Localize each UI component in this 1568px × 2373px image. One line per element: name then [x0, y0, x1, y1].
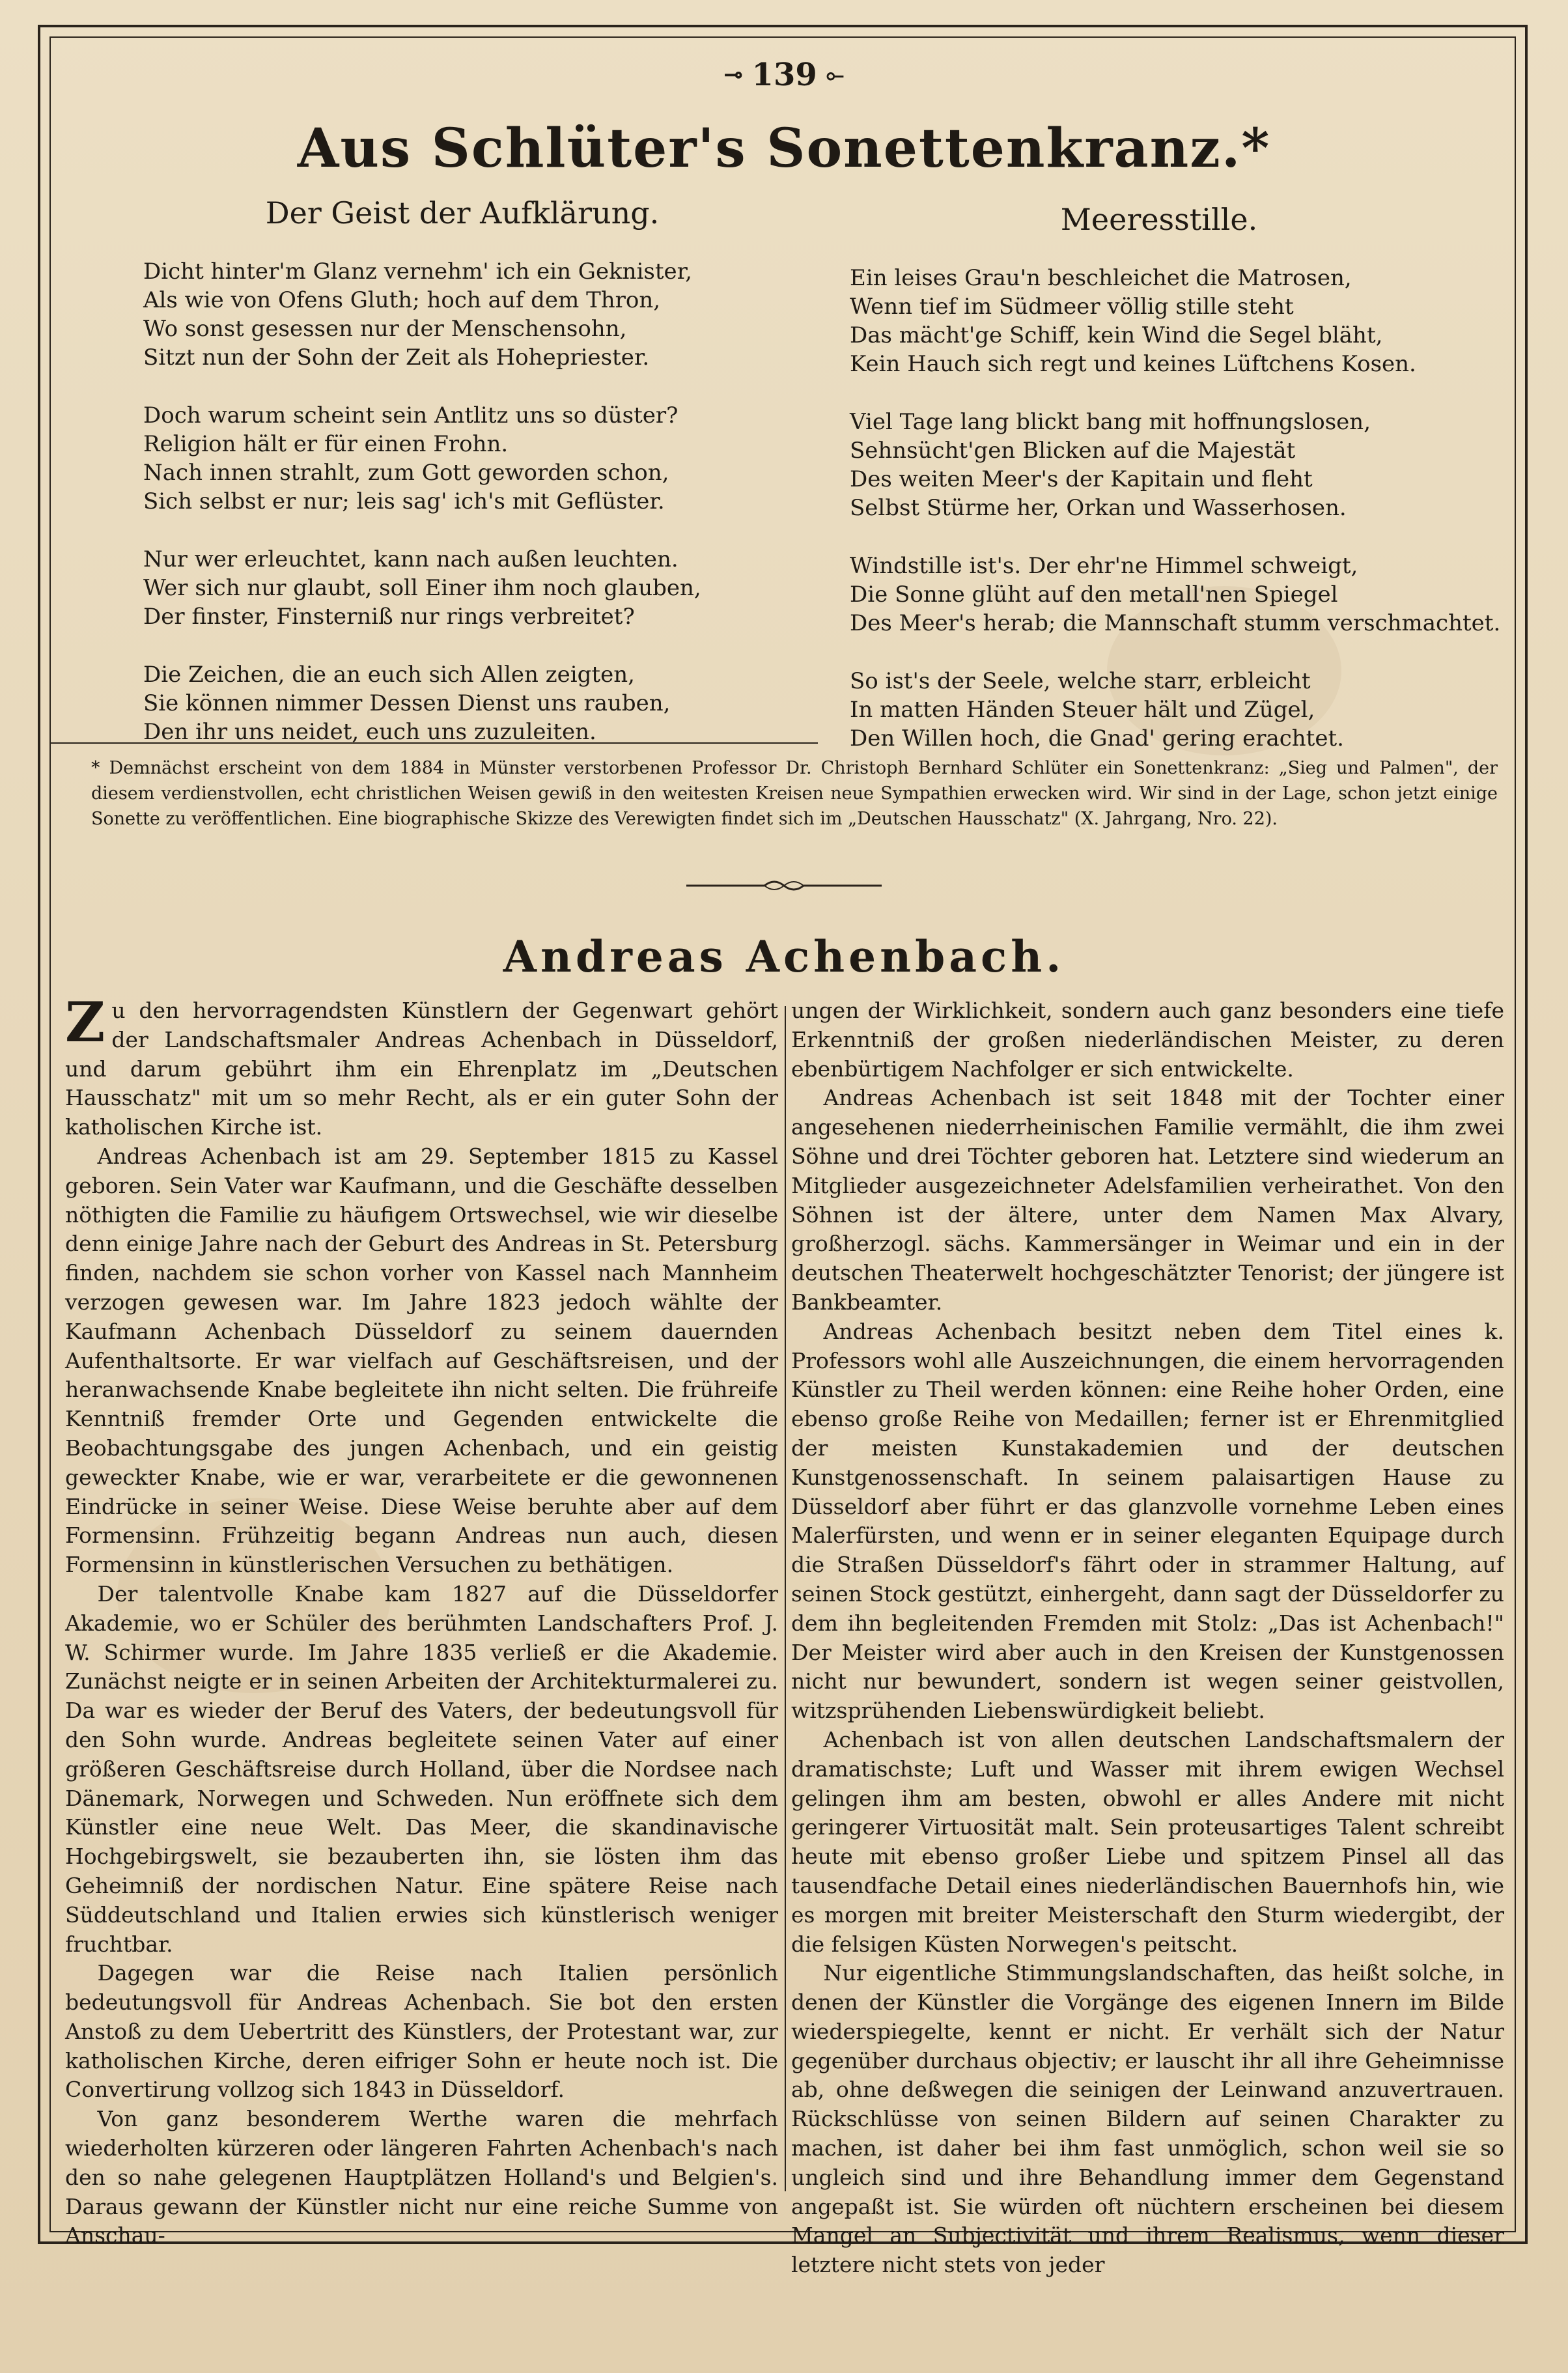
poem-left — [143, 257, 794, 776]
paragraph-text: u den hervorragendsten Künstlern der Gegenwart gehört der Landschaftsmaler Andreas Achenbach in Düsseldorf, und darum gebührt ihm ein Ehrenplatz im „Deutschen Hausschatz" mit um so mehr Recht, als er ein guter Sohn der katholischen Kirche ist. — [65, 998, 778, 1140]
poem-line: Als wie von Ofens Gluth; hoch auf dem Thron, — [143, 287, 661, 313]
poem-title-right: Meeresstille. — [1060, 202, 1258, 237]
poem-line: Dicht hinter'm Glanz vernehm' ich ein Geknister, — [143, 259, 692, 285]
poem-line: Viel Tage lang blickt bang mit hoffnungslosen, — [850, 409, 1371, 435]
paragraph: Andreas Achenbach besitzt neben dem Titel eines k. Professors wohl alle Auszeichnungen, die einem hervorragenden Künstler zu Theil werden können: eine Reihe hoher Orden, eine ebenso große Reihe von Medaillen; ferner ist er Ehrenmitglied der meisten Kunstakademien und der deutschen Kunstgenossenschaft. In seinem palaisartigen Hause zu Düsseldorf aber führt er das glanzvolle vornehme Leben eines Malerfürsten, und wenn er in seiner eleganten Equipage durch die Straßen Düsseldorf's fährt oder in strammer Haltung, auf seinen Stock gestützt, einhergeht, dann sagt der Düsseldorfer zu dem ihn begleitenden Fremden mit Stolz: „Das ist Achenbach!" Der Meister wird aber auch in den Kreisen der Kunstgenossen nicht nur bewundert, sondern ist wegen seiner geistvollen, witzsprühenden Liebenswürdigkeit beliebt. — [791, 1318, 1504, 1724]
article-title: Andreas Achenbach. — [503, 931, 1065, 982]
poem-line: Sie können nimmer Dessen Dienst uns rauben, — [143, 690, 671, 716]
poem-line: Doch warum scheint sein Antlitz uns so düster? — [143, 402, 679, 428]
stanza — [143, 257, 794, 372]
footnote-rule — [49, 742, 818, 744]
poem-line: Den Willen hoch, die Gnad' gering erachtet. — [850, 725, 1344, 751]
paragraph — [65, 990, 778, 1142]
stanza — [143, 660, 794, 746]
ornament-left-icon: ⊸ — [724, 62, 743, 88]
stanza — [850, 667, 1501, 753]
paragraph: Nur eigentliche Stimmungslandschaften, das heißt solche, in denen der Künstler die Vorgänge des eigenen Innern im Bilde wiederspiegelte, kennt er nicht. Er verhält sich der Natur gegenüber durchaus objectiv; er lauscht ihr all ihre Geheimnisse ab, ohne deßwegen die seinigen der Leinwand anzuvertrauen. Rückschlüsse von seinen Bildern auf seinen Charakter zu machen, ist daher bei ihm fast unmöglich, schon weil sie so ungleich sind und ihre Behandlung immer dem Gegenstand angepaßt ist. Sie würden oft nüchtern erscheinen bei diesem Mangel an Subjectivität und ihrem Realismus, wenn dieser letztere nicht stets von jeder — [791, 1960, 1504, 2278]
poem-line: Sehnsücht'gen Blicken auf die Majestät — [850, 438, 1296, 464]
poem-line: Sitzt nun der Sohn der Zeit als Hohepriester. — [143, 344, 650, 371]
poem-line: Kein Hauch sich regt und keines Lüftchens Kosen. — [850, 351, 1416, 377]
poem-line: Religion hält er für einen Frohn. — [143, 431, 509, 457]
paragraph: Andreas Achenbach ist seit 1848 mit der Tochter einer angesehenen niederrheinischen Familie vermählt, die ihm zwei Söhne und drei Töchter geboren hat. Letztere sind wiederum an Mitglieder ausgezeichneter Adelsfamilien verheirathet. Von den Söhnen ist der ältere, unter dem Namen Max Alvary, großherzogl. sächs. Kammersänger in Weimar und ein in der deutschen Theaterwelt hochgeschätzter Tenorist; der jüngere ist Bankbeamter. — [791, 1085, 1504, 1315]
poem-line: Wo sonst gesessen nur der Menschensohn, — [143, 316, 627, 342]
poem-title-left: Der Geist der Aufklärung. — [265, 195, 660, 231]
page-number-text: 139 — [751, 57, 817, 93]
poem-line: Ein leises Grau'n beschleichet die Matrosen, — [850, 265, 1352, 291]
stanza — [850, 552, 1501, 638]
paragraph: Der talentvolle Knabe kam 1827 auf die Düsseldorfer Akademie, wo er Schüler des berühmten Landschafters Prof. J. W. Schirmer wurde. Im Jahre 1835 verließ er die Akademie. Zunächst neigte er in seinen Arbeiten der Architekturmalerei zu. Da war es wieder der Beruf des Vaters, der bedeutungsvoll für den Sohn wurde. Andreas begleitete seinen Vater auf einer größeren Geschäftsreise durch Holland, über die Nordsee nach Dänemark, Norwegen und Schweden. Nun eröffnete sich dem Künstler eine neue Welt. Das Meer, die skandinavische Hochgebirgswelt, sie bezauberten ihn, sie lösten ihm das Geheimniß der nordischen Natur. Eine spätere Reise nach Süddeutschland und Italien erwies sich künstlerisch weniger fruchtbar. — [65, 1580, 778, 1957]
paragraph: Achenbach ist von allen deutschen Landschaftsmalern der dramatischste; Luft und Wasser mit ihrem ewigen Wechsel gelingen ihm am besten, obwohl er alles Andere mit nicht geringerer Virtuosität malt. Sein proteusartiges Talent schreibt heute mit ebenso großer Liebe und spitzem Pinsel all das tausendfache Detail eines niederländischen Bauernhofs hin, wie es morgen mit breiter Meisterschaft den Sturm wiedergibt, der die felsigen Küsten Norwegen's peitscht. — [791, 1726, 1504, 1957]
poem-line: Sich selbst er nur; leis sag' ich's mit Geflüster. — [143, 488, 665, 514]
article-column-right — [791, 996, 1504, 2278]
paragraph: Von ganz besonderem Werthe waren die mehrfach wiederholten kürzeren oder längeren Fahrten Achenbach's nach den so nahe gelegenen Hauptplätzen Holland's und Belgien's. Daraus gewann der Künstler nicht nur eine reiche Summe von Anschau- — [65, 2106, 778, 2249]
poem-line: Selbst Stürme her, Orkan und Wasserhosen. — [850, 495, 1347, 521]
main-title: Aus Schlüter's Sonettenkranz.* — [297, 117, 1271, 180]
section-divider — [651, 873, 917, 899]
poem-line: Des Meer's herab; die Mannschaft stumm verschmachtet. — [850, 610, 1501, 636]
ornament-right-icon: ⟜ — [826, 62, 844, 88]
poem-line: Nur wer erleuchtet, kann nach außen leuchten. — [143, 546, 679, 572]
stanza — [850, 264, 1501, 378]
page-number — [710, 52, 858, 98]
poem-line: Nach innen strahlt, zum Gott geworden schon, — [143, 460, 669, 486]
poem-line: So ist's der Seele, welche starr, erbleicht — [850, 668, 1311, 694]
column-rule — [785, 1006, 786, 2191]
poem-line: Die Sonne glüht auf den metall'nen Spiegel — [850, 582, 1338, 608]
stanza — [143, 545, 794, 631]
poem-line: Der finster, Finsterniß nur rings verbreitet? — [143, 604, 635, 630]
flourish-divider-icon — [686, 876, 882, 895]
article-column-left — [65, 990, 778, 2249]
paragraph: Dagegen war die Reise nach Italien persönlich bedeutungsvoll für Andreas Achenbach. Sie bot den ersten Anstoß zu dem Uebertritt des Künstlers, der Protestant war, zur katholischen Kirche, deren eifriger Sohn er heute noch ist. Die Convertirung vollzog sich 1843 in Düsseldorf. — [65, 1960, 778, 2103]
paragraph: Andreas Achenbach ist am 29. September 1815 zu Kassel geboren. Sein Vater war Kaufmann, und die Geschäfte desselben nöthigten die Familie zu häufigem Ortswechsel, wie wir dieselbe denn einige Jahre nach der Geburt des Andreas in St. Petersburg finden, nachdem sie schon vorher von Kassel nach Mannheim verzogen gewesen war. Im Jahre 1823 jedoch wählte der Kaufmann Achenbach Düsseldorf zu seinem dauernden Aufenthaltsorte. Er war vielfach auf Geschäftsreisen, und der heranwachsende Knabe begleitete ihn nicht selten. Die frühreife Kenntniß fremder Orte und Gegenden entwickelte die Beobachtungsgabe des jungen Achenbach, und ein geistig geweckter Knabe, wie er war, verarbeitete er die gewonnenen Eindrücke in seiner Weise. Diese Weise beruhte aber auf dem Formensinn. Frühzeitig begann Andreas nun auch, diesen Formensinn in künstlerischen Versuchen zu bethätigen. — [65, 1143, 778, 1578]
poem-line: Wenn tief im Südmeer völlig stille steht — [850, 294, 1294, 320]
drop-cap: Z — [65, 990, 105, 1054]
poem-line: Windstille ist's. Der ehr'ne Himmel schweigt, — [850, 553, 1358, 579]
stanza — [850, 408, 1501, 522]
poem-line: In matten Händen Steuer hält und Zügel, — [850, 697, 1315, 723]
stanza — [143, 401, 794, 516]
poem-right — [850, 264, 1501, 782]
paragraph: ungen der Wirklichkeit, sondern auch ganz besonders eine tiefe Erkenntniß der großen niederländischen Meister, zu deren ebenbürtigem Nachfolger er sich entwickelte. — [791, 998, 1504, 1082]
poem-line: Des weiten Meer's der Kapitain und fleht — [850, 466, 1313, 492]
poem-line: Wer sich nur glaubt, soll Einer ihm noch glauben, — [143, 575, 701, 601]
footnote: * Demnächst erscheint von dem 1884 in Münster verstorbenen Professor Dr. Christoph Bernhard Schlüter ein Sonettenkranz: „Sieg und Palmen", der diesem verdienstvollen, echt christlichen Weisen gewiß in den weitesten Kreisen neue Sympathien erwecken wird. Wir sind in der Lage, schon jetzt einige Sonette zu veröffentlichen. Eine biographische Skizze des Verewigten findet sich im „Deutschen Hausschatz" (X. Jahrgang, Nro. 22). — [91, 758, 1498, 829]
poem-line: Den ihr uns neidet, euch uns zuzuleiten. — [143, 719, 596, 745]
poem-line: Das mächt'ge Schiff, kein Wind die Segel bläht, — [850, 322, 1383, 348]
poem-line: Die Zeichen, die an euch sich Allen zeigten, — [143, 662, 635, 688]
